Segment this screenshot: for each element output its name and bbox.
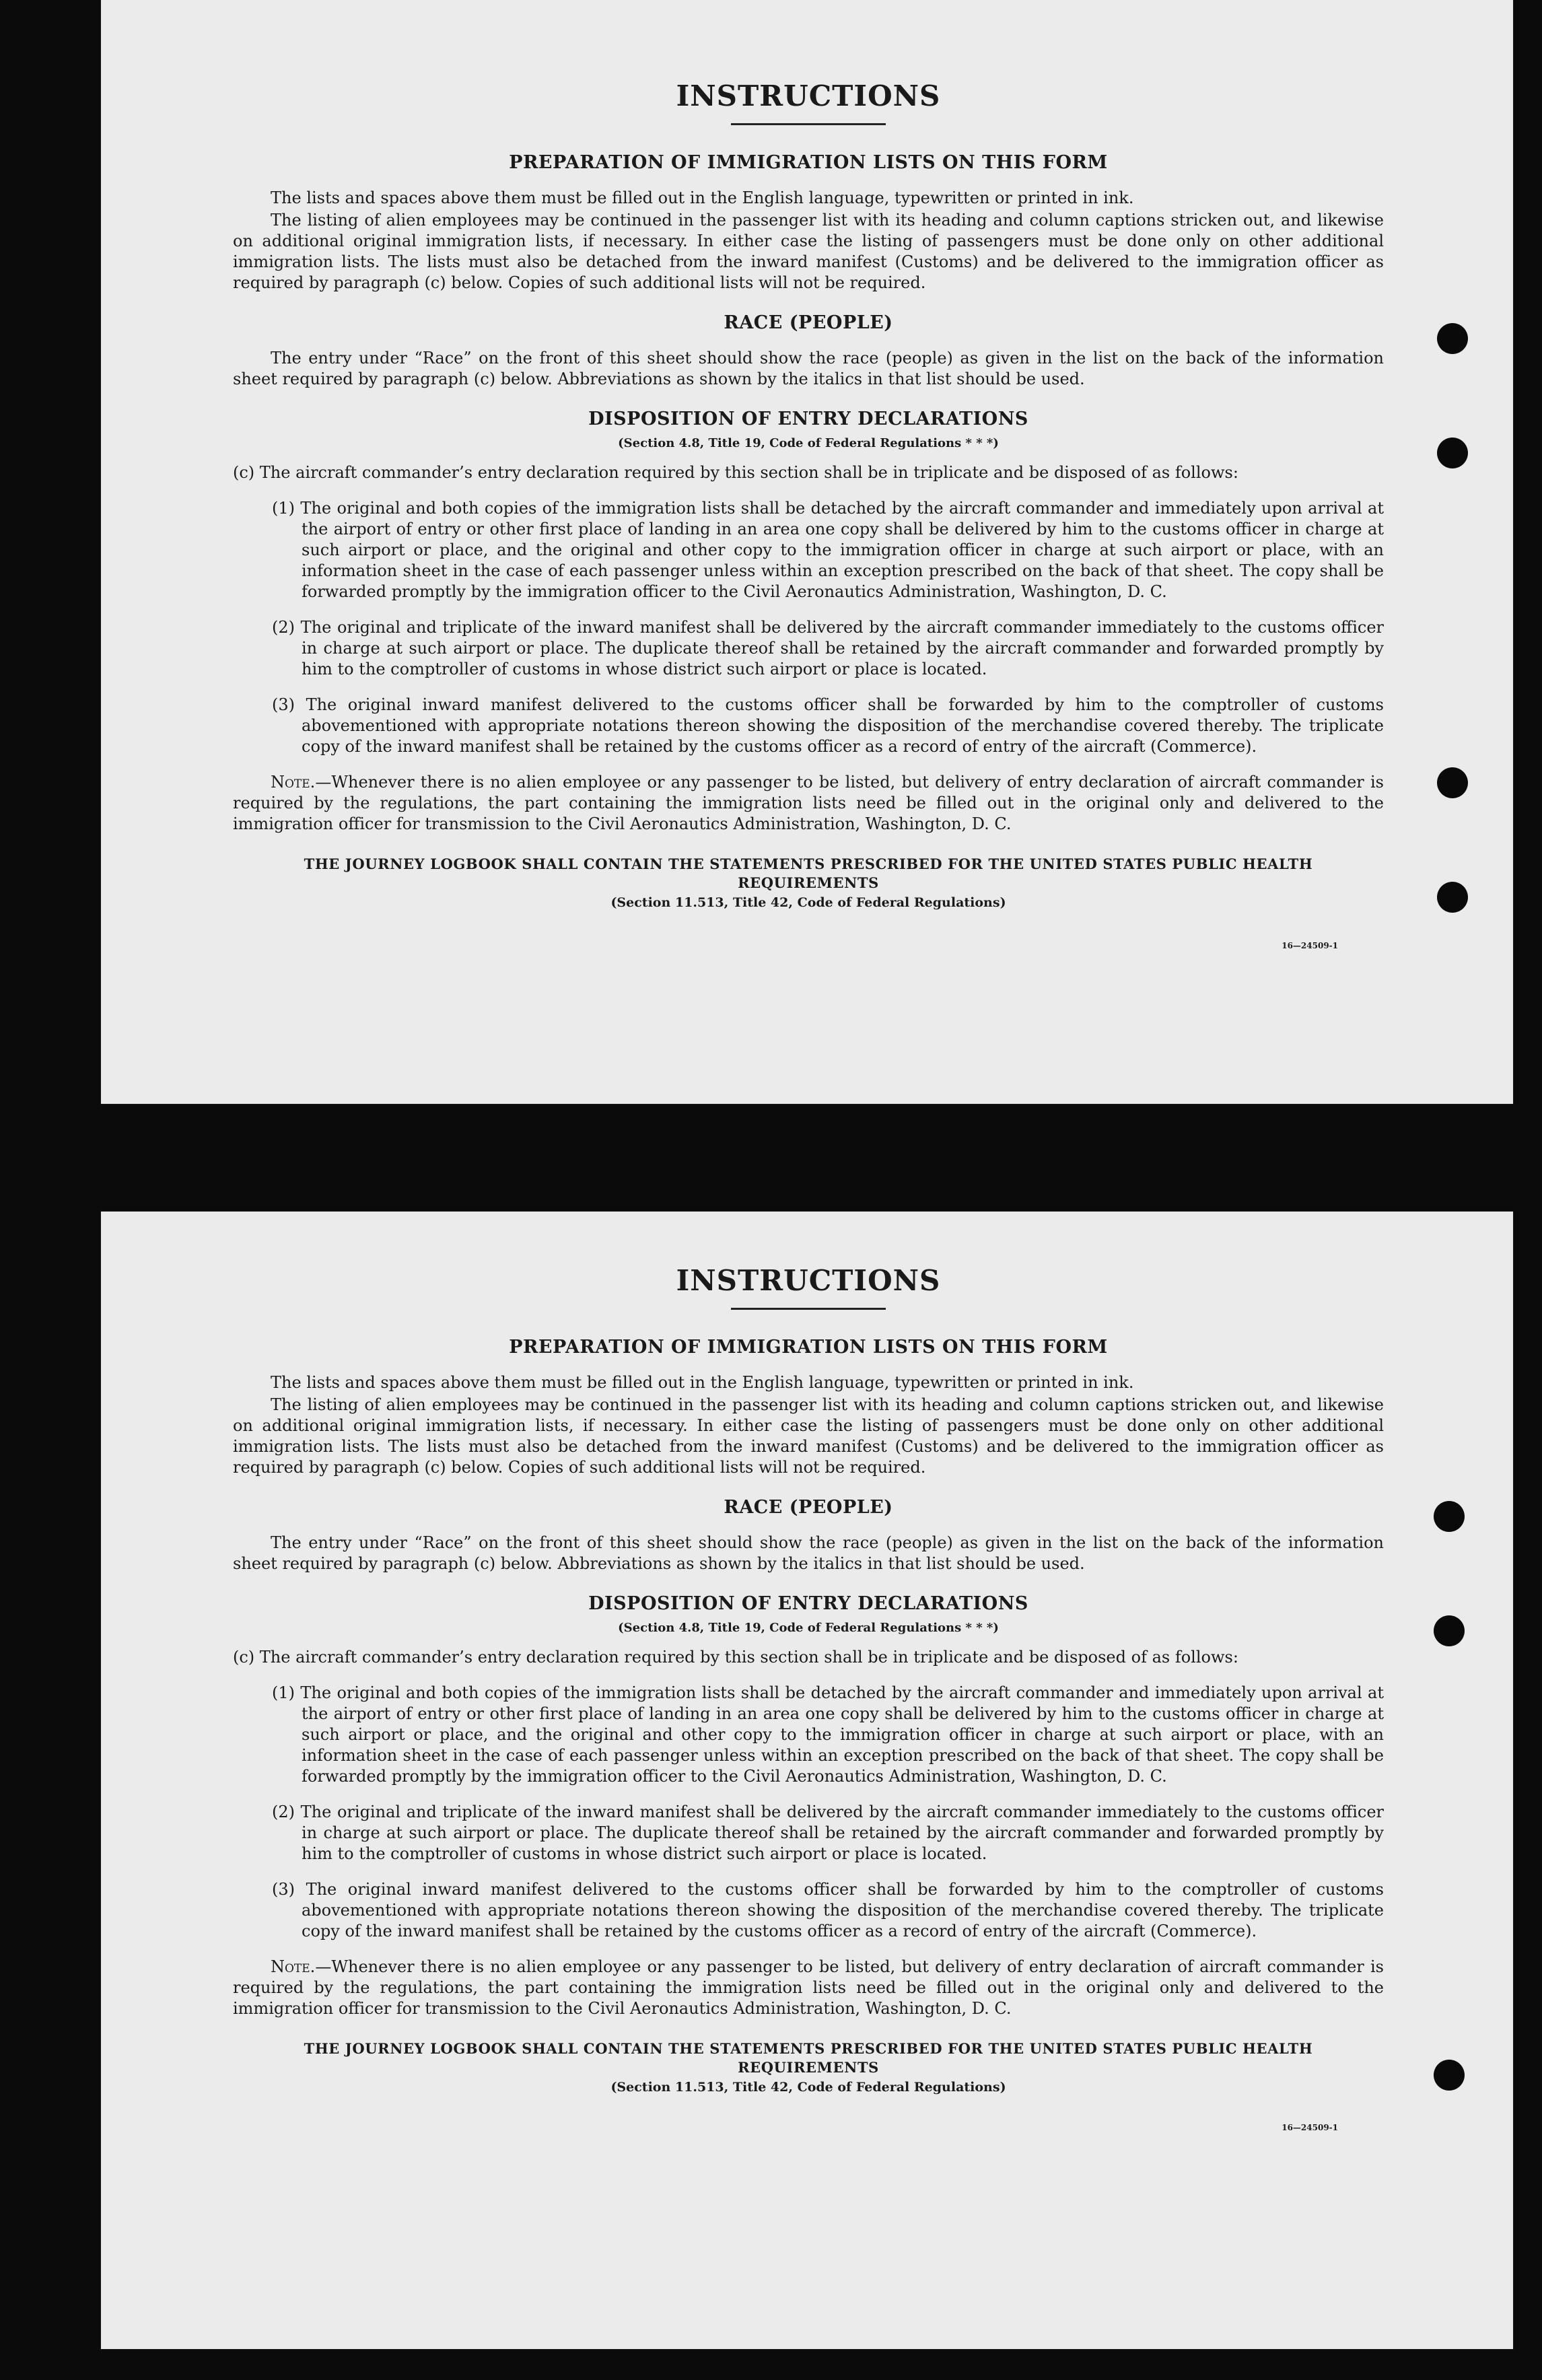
section-heading-preparation: PREPARATION OF IMMIGRATION LISTS ON THIS FORM bbox=[509, 152, 1108, 173]
section-heading-race: RACE (PEOPLE) bbox=[724, 312, 893, 333]
section-heading-disposition: DISPOSITION OF ENTRY DECLARATIONS bbox=[588, 1593, 1028, 1614]
note-text: —Whenever there is no alien employee or any passenger to be listed, but delivery of entry declaration of aircraft commander is required by the regulations, the part containing the immigration lists need be filled out in the original only and delivered to the immigration officer for transmission to the Civil Aeronautics Administration, Washington, D. C. bbox=[233, 1957, 1384, 2018]
list-item-3: (3) The original inward manifest delivered to the customs officer shall be forwarded by him to the comptroller of customs abovementioned with appropriate notations thereon showing the disposition of the merchandise covered thereby. The triplicate copy of the inward manifest shall be retained by the customs officer as a record of entry of the aircraft (Commerce). bbox=[272, 1880, 1384, 1940]
list-item-1: (1) The original and both copies of the immigration lists shall be detached by the aircraft commander and immediately upon arrival at the airport of entry or other first place of landing in an area one copy shall be delivered by him to the customs officer in charge at such airport or place, and the original and other copy to the immigration officer in charge at such airport or place, with an information sheet in the case of each passenger unless within an exception prescribed on the back of that sheet. The copy shall be forwarded promptly by the immigration officer to the Civil Aeronautics Administration, Washington, D. C. bbox=[272, 499, 1384, 601]
paragraph-race-entry: The entry under “Race” on the front of this sheet should show the race (people) as given in the list on the back of the information sheet required by paragraph (c) below. Abbreviations as shown by the italics in that list should be used. bbox=[233, 349, 1384, 388]
title-rule bbox=[731, 123, 886, 125]
paragraph-alien-employees: The listing of alien employees may be continued in the passenger list with its heading and column captions stricken out, and likewise on additional original immigration lists, if necessary. In either case the listing of passengers must be done only on other additional immigration lists. The lists must also be detached from the inward manifest (Customs) and be delivered to the immigration officer as required by paragraph (c) below. Copies of such additional lists will not be required. bbox=[233, 211, 1384, 292]
footer-logbook-statement: THE JOURNEY LOGBOOK SHALL CONTAIN THE STATEMENTS PRESCRIBED FOR THE UNITED STATES PUBLIC HEALTH REQUIREMENTS bbox=[304, 2040, 1313, 2076]
sheet-content bbox=[233, 1264, 1384, 2095]
list-item-2: (2) The original and triplicate of the inward manifest shall be delivered by the aircraft commander immediately to the customs officer in charge at such airport or place. The duplicate thereof shall be retained by the aircraft commander and forwarded promptly by him to the comptroller of customs in whose district such airport or place is located. bbox=[272, 1803, 1384, 1863]
paragraph-lists-language: The lists and spaces above them must be filled out in the English language, typewritten or printed in ink. bbox=[271, 188, 1134, 207]
section-citation: (Section 4.8, Title 19, Code of Federal Regulations * * *) bbox=[618, 1621, 999, 1635]
sheet-content bbox=[233, 79, 1384, 910]
section-heading-disposition: DISPOSITION OF ENTRY DECLARATIONS bbox=[588, 409, 1028, 429]
paragraph-entry-declaration: (c) The aircraft commander’s entry declaration required by this section shall be in triplicate and be disposed of as follows: bbox=[233, 1648, 1238, 1667]
punch-hole bbox=[1434, 1615, 1465, 1646]
title-rule bbox=[731, 1308, 886, 1310]
list-item-2: (2) The original and triplicate of the inward manifest shall be delivered by the aircraft commander immediately to the customs officer in charge at such airport or place. The duplicate thereof shall be retained by the aircraft commander and forwarded promptly by him to the comptroller of customs in whose district such airport or place is located. bbox=[272, 618, 1384, 678]
punch-hole bbox=[1437, 438, 1468, 468]
form-number: 16—24509-1 bbox=[1282, 2123, 1338, 2132]
note-text: —Whenever there is no alien employee or any passenger to be listed, but delivery of entry declaration of aircraft commander is required by the regulations, the part containing the immigration lists need be filled out in the original only and delivered to the immigration officer for transmission to the Civil Aeronautics Administration, Washington, D. C. bbox=[233, 773, 1384, 833]
note-paragraph bbox=[233, 772, 1384, 835]
footer-citation: (Section 11.513, Title 42, Code of Federal Regulations) bbox=[610, 2080, 1006, 2095]
paragraph-race-entry: The entry under “Race” on the front of this sheet should show the race (people) as given in the list on the back of the information sheet required by paragraph (c) below. Abbreviations as shown by the italics in that list should be used. bbox=[233, 1533, 1384, 1573]
page-title: INSTRUCTIONS bbox=[676, 1264, 941, 1297]
list-item-1: (1) The original and both copies of the immigration lists shall be detached by the aircraft commander and immediately upon arrival at the airport of entry or other first place of landing in an area one copy shall be delivered by him to the customs officer in charge at such airport or place, and the original and other copy to the immigration officer in charge at such airport or place, with an information sheet in the case of each passenger unless within an exception prescribed on the back of that sheet. The copy shall be forwarded promptly by the immigration officer to the Civil Aeronautics Administration, Washington, D. C. bbox=[272, 1683, 1384, 1786]
instruction-sheet-bottom bbox=[101, 1212, 1513, 2349]
punch-hole bbox=[1434, 2060, 1465, 2091]
note-label: Note. bbox=[271, 1957, 316, 1976]
section-heading-preparation: PREPARATION OF IMMIGRATION LISTS ON THIS FORM bbox=[509, 1337, 1108, 1358]
page-title: INSTRUCTIONS bbox=[676, 79, 941, 112]
instruction-sheet-top bbox=[101, 0, 1513, 1104]
form-number: 16—24509-1 bbox=[1282, 941, 1338, 950]
punch-hole bbox=[1437, 882, 1468, 913]
paragraph-alien-employees: The listing of alien employees may be continued in the passenger list with its heading and column captions stricken out, and likewise on additional original immigration lists, if necessary. In either case the listing of passengers must be done only on other additional immigration lists. The lists must also be detached from the inward manifest (Customs) and be delivered to the immigration officer as required by paragraph (c) below. Copies of such additional lists will not be required. bbox=[233, 1395, 1384, 1477]
section-citation: (Section 4.8, Title 19, Code of Federal Regulations * * *) bbox=[618, 436, 999, 450]
punch-hole bbox=[1437, 767, 1468, 798]
punch-hole bbox=[1437, 323, 1468, 354]
footer-logbook-statement: THE JOURNEY LOGBOOK SHALL CONTAIN THE STATEMENTS PRESCRIBED FOR THE UNITED STATES PUBLIC HEALTH REQUIREMENTS bbox=[304, 855, 1313, 891]
footer-citation: (Section 11.513, Title 42, Code of Federal Regulations) bbox=[610, 895, 1006, 910]
note-paragraph bbox=[233, 1957, 1384, 2019]
punch-hole bbox=[1434, 1501, 1465, 1532]
note-label: Note. bbox=[271, 773, 316, 792]
section-heading-race: RACE (PEOPLE) bbox=[724, 1497, 893, 1518]
paragraph-entry-declaration: (c) The aircraft commander’s entry declaration required by this section shall be in triplicate and be disposed of as follows: bbox=[233, 463, 1238, 482]
paragraph-lists-language: The lists and spaces above them must be filled out in the English language, typewritten or printed in ink. bbox=[271, 1373, 1134, 1392]
list-item-3: (3) The original inward manifest delivered to the customs officer shall be forwarded by him to the comptroller of customs abovementioned with appropriate notations thereon showing the disposition of the merchandise covered thereby. The triplicate copy of the inward manifest shall be retained by the customs officer as a record of entry of the aircraft (Commerce). bbox=[272, 695, 1384, 756]
